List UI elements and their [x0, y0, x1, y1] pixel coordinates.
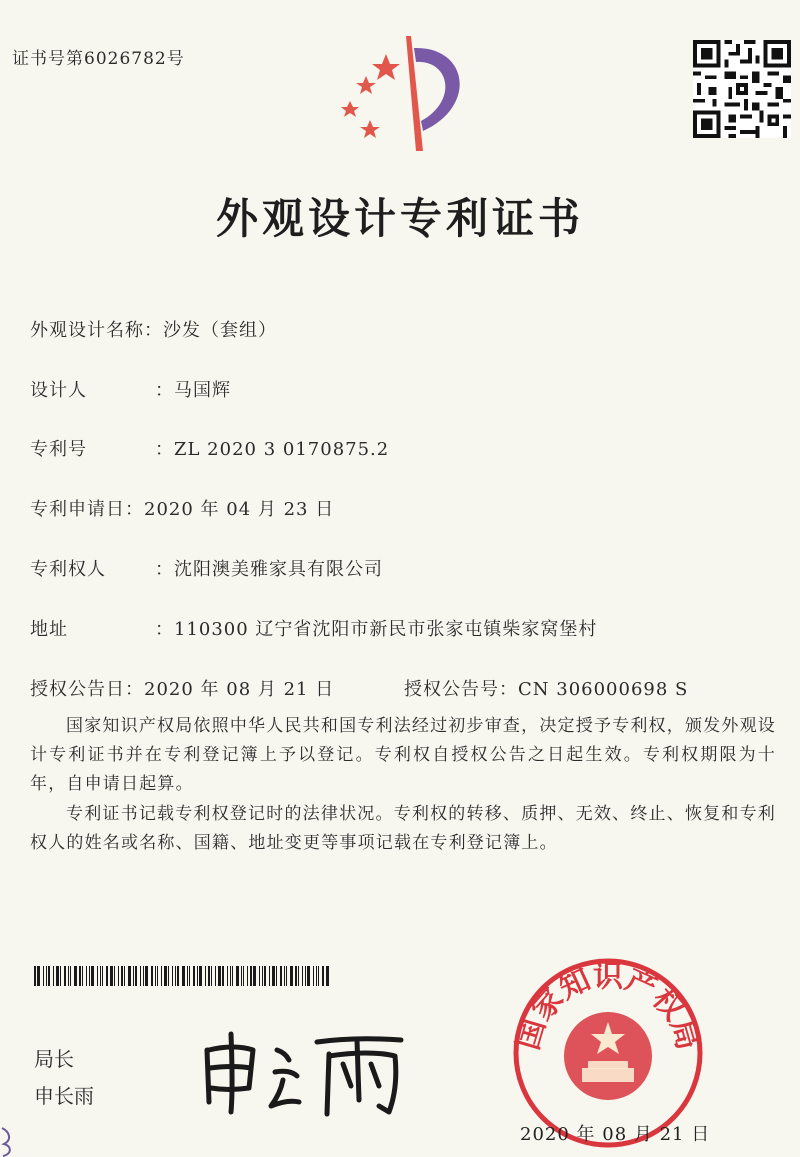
director-name: 申长雨 [34, 1084, 94, 1108]
grant-pub-number-value: CN 306000698 S [518, 679, 689, 700]
director-signature-icon [195, 1010, 415, 1120]
application-date-value: 2020 年 04 月 23 日 [144, 499, 335, 520]
grant-pub-date-value: 2020 年 08 月 21 日 [144, 679, 335, 700]
address-field: 地址 ：110300 辽宁省沈阳市新民市张家屯镇柴家窝堡村 [30, 615, 597, 641]
address-value: 110300 辽宁省沈阳市新民市张家屯镇柴家窝堡村 [174, 619, 598, 640]
patentee-value: 沈阳澳美雅家具有限公司 [174, 559, 383, 580]
corner-decoration-icon [0, 1126, 16, 1157]
patentee-field: 专利权人 ：沈阳澳美雅家具有限公司 [30, 555, 383, 581]
director-title: 局长 [34, 1047, 74, 1071]
patent-number-field: 专利号 ：ZL 2020 3 0170875.2 [30, 435, 389, 461]
grant-pub-date-field [30, 675, 334, 701]
design-name-label: 外观设计名称： [30, 320, 163, 341]
designer-field: 设计人 ：马国辉 [30, 376, 231, 402]
patentee-label: 专利权人 [30, 559, 106, 580]
cnipa-logo-icon [328, 36, 488, 154]
address-label: 地址 [30, 619, 68, 640]
barcode-icon [34, 966, 330, 986]
certificate-title: 外观设计专利证书 [215, 194, 584, 243]
patent-number-label: 专利号 [30, 439, 87, 460]
designer-value: 马国辉 [174, 380, 231, 401]
designer-label: 设计人 [30, 380, 87, 401]
patent-number-value: ZL 2020 3 0170875.2 [174, 439, 390, 460]
seal-text: 国家知识产权局 [510, 959, 706, 1054]
application-date-label: 专利申请日： [30, 499, 144, 520]
grant-pub-number-field [404, 675, 688, 701]
application-date-field [30, 495, 334, 521]
certificate-number: 证书号第6026782号 [12, 49, 185, 69]
design-name-field [30, 316, 277, 342]
qr-code-icon [693, 40, 791, 138]
grant-pub-number-label: 授权公告号： [404, 679, 518, 700]
seal-date: 2020 年 08 月 21 日 [520, 1124, 711, 1145]
design-name-value: 沙发（套组） [163, 320, 277, 341]
legal-status-paragraph: 专利证书记载专利权登记时的法律状况。专利权的转移、质押、无效、终止、恢复和专利权人的姓名或名称、国籍、地址变更等事项记载在专利登记簿上。 [30, 804, 776, 853]
grant-statement-paragraph: 国家知识产权局依照中华人民共和国专利法经过初步审查，决定授予专利权，颁发外观设计专利证书并在专利登记簿上予以登记。专利权自授权公告之日起生效。专利权期限为十年，自申请日起算。 [30, 716, 776, 794]
grant-pub-date-label: 授权公告日： [30, 679, 144, 700]
